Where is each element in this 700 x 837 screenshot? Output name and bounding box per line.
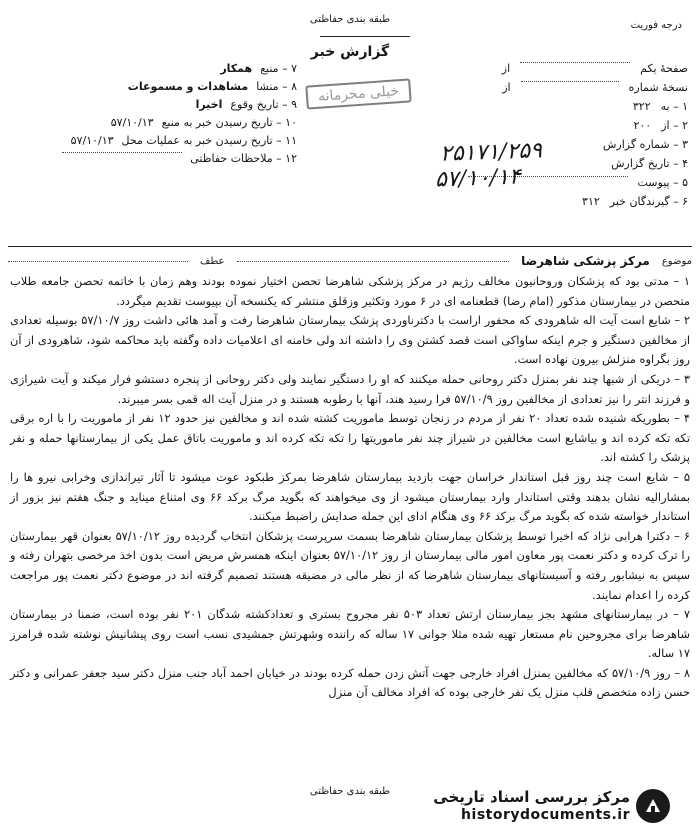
field-mid: از (502, 81, 511, 94)
paragraph-4: ۴ – بطوریکه شنیده شده تعداد ۲۰ نفر از مردم در زنجان توسط ماموریت کشته شده اند و مخالفین نیز حدود ۱۲ نفر از ماموریت را با اره برقی تکه تکه کرده اند و بیاشایع است مخالفین در شیراز چند نفر ماموریتها را تکه تکه کرده اند و ماموریت باتاق عمل یکی از بیمارستانها حمله و نفر پزشک را کشته اند. (10, 411, 690, 465)
logo-english: historydocuments.ir (461, 807, 630, 823)
field-label: ۵ – پیوست (637, 176, 688, 189)
field-dots (521, 81, 619, 82)
field-label: ۹ – تاریخ وقوع (230, 98, 297, 111)
field-label: ۲ – از (661, 119, 688, 132)
header-divider (8, 246, 692, 247)
subject-dots (237, 261, 510, 262)
field-occurrence-date (12, 98, 297, 116)
field-value: ۵۷/۱۰/۱۳ (110, 116, 154, 129)
logo-persian: مرکز بررسی اسناد تاریخی (433, 788, 630, 806)
field-value: ۳۲۲ (632, 100, 651, 113)
field-page (308, 62, 688, 81)
field-label: ۱۲ – ملاحظات حفاظتی (190, 152, 297, 165)
field-origin (12, 80, 297, 98)
subject-value: مرکز پزشکی شاهرضا (521, 254, 650, 268)
title-rule (320, 36, 410, 37)
field-label: ۷ – منبع (260, 62, 297, 75)
field-source (12, 62, 297, 80)
report-date-handwritten: ۵۷/۱۰/۱۴ (434, 164, 522, 193)
paragraph-5: ۵ – شایع است چند روز قبل استاندار خراسان جهت بازدید بیمارستان شاهرضا بمرکز طبکود عوت میشود تا آثار تیراندازی وخرابی نیرو ها را بمشارالیه نشان بدهند وقتی استاندار وارد بیمارستان میشود از وی میخواهند که بگوید مرگ برکد ۶۶ وی امتناع میناید و جنگ هفتم نیز بزور از استاندار خواسته شده که بگوید مرگ برکد ۶۶ وی هنگام ادای این جمله صدایش راضبط میکنند. (10, 469, 690, 524)
field-received-ops (12, 134, 297, 152)
paragraph-8: ۸ – روز ۵۷/۱۰/۹ که مخالفین بمنزل افراد خارجی جهت آتش زدن حمله کرده بودند در خیابان احمد آباد جنب منزل دکتر سید جعفر عمرانی و دکتر حسن زاده متخصص قلب منزل یک نفر خارجی بوده که افراد مخالف آن منزل (10, 665, 691, 700)
field-label: ۴ – تاریخ گزارش (611, 157, 688, 170)
confidential-stamp: خیلی محرمانه (305, 78, 411, 109)
urgency-label: درجه فوریت (630, 20, 682, 31)
reference-dots (8, 261, 188, 262)
field-value: همکار (220, 62, 253, 75)
logo-text (433, 788, 630, 824)
field-label: صفحهٔ یکم (640, 62, 688, 75)
paragraph-3: ۳ – دریکی از شبها چند نفر بمنزل دکتر روحانی حمله میکنند که او را دستگیر نمایند ولی دکتر روحانی از پنجره دستشو فرار میکند و آیت شیرازی و فرزند انتر را نیز تعدادی از مخالفین روز ۵۷/۱۰/۹ فرا رسید هند، آنها با رطوبه هستند و در منزل آیت اله قمی بسر میبرند. (10, 371, 690, 406)
subject-line (8, 252, 692, 270)
left-fields (12, 62, 297, 170)
field-label: نسخهٔ شماره (628, 81, 688, 94)
field-value: ۲۰۰ (633, 119, 652, 132)
archive-logo (410, 784, 670, 828)
field-label: ۸ – منشا (256, 80, 297, 93)
reference-label: عطف (200, 255, 225, 267)
field-label: ۱۱ – تاریخ رسیدن خبر به عملیات محل (121, 134, 297, 147)
field-label: ۳ – شماره گزارش (602, 138, 688, 151)
paragraph-2: ۲ – شایع است آیت اله شاهرودی که محفور اراست با دکترناوردی پزشک بیمارستان شاهرضا رفت و آمد هائی داشت روز ۵۷/۱۰/۷ بوسیله تعدادی از مخالفین دستگیر و جرم اینکه ساواکی است قصد کشتن وی را داشته اند ولی خامنه ای اعلامیات داده وگفته باید محاکمه شود، شاهرودی از آن روز بگراوه منزلش بیرون نهاده است. (10, 313, 691, 367)
field-from (308, 119, 688, 138)
archive-emblem-icon (636, 789, 670, 823)
field-recipients (308, 195, 688, 214)
report-body (10, 272, 690, 703)
classification-bottom: طبقه بندی حفاظتی (309, 786, 391, 797)
field-security-notes (12, 152, 297, 170)
field-value: اخیرا (195, 98, 223, 111)
field-value: ۳۱۲ (582, 195, 600, 208)
paragraph-6: ۶ – دکترا هرابی نژاد که اخیرا توسط پزشکان بیمارستان شاهرضا بسمت سرپرست پزشکان انتخاب گردیده روز ۵۷/۱۰/۱۲ بعنوان قهر بیمارستان را ترک کرده و دکتر نعمت پور معاون امور مالی بیمارستان از روز ۵۷/۱۰/۱۲ بعنوان اینکه همسرش مریض است بدون اخذ مرخصی بتهران رفته و سپس به نیشابور رفته و آسیستانهای بیمارستان شاهرضا که از نظر مالی در مضیقه هستند تصمیم گرفته اند در موضوع دکتر نعمت پور مراجعت کرده را اعدام نمایند. (10, 528, 690, 602)
form-title: گزارش خبر (310, 44, 390, 60)
field-value: مشاهدات و مسموعات (127, 80, 249, 93)
report-number-handwritten: ۲۵۱۷۱/۲۵۹ (439, 138, 543, 167)
paragraph-7: ۷ – در بیمارستانهای مشهد بجز بیمارستان ارتش تعداد ۵۰۳ نفر مجروح بستری و تعدادکشته شدگان ۲۰۱ نفر بوده است، ضمنا در بیمارستان شاهرضا برای مجروحین نام مستعار تهیه شده مثلا جوانی ۱۷ ساله که راننده وشهرتش جمشیدی نسب است روی پیشانیش نوشته شده فرامرز ۱۷ ساله. (10, 607, 690, 661)
paragraph-1: ۱ – مدتی بود که پزشکان وروحانیون مخالف رژیم در مرکز پزشکی شاهرضا تحصن اختیار نموده بودند وهم زمان با خاتمه تحصن جامعه طلاب متحصن در بیمارستان مذکور (امام رضا) قطعنامه ای در ۶ مورد وتکثیر وزقلق منتشر که یکنسخه آن بپیوست تقدیم میگردد. (10, 274, 690, 308)
field-dots (62, 152, 182, 153)
subject-label: موضوع (661, 255, 692, 267)
field-received-source (12, 116, 297, 134)
field-label: ۱ – به (660, 100, 688, 113)
field-mid: از (501, 62, 511, 75)
field-label: ۶ – گیرندگان خبر (609, 195, 688, 208)
field-dots (520, 62, 630, 63)
classification-top: طبقه بندی حفاظتی (309, 14, 391, 25)
field-value: ۵۷/۱۰/۱۳ (70, 134, 114, 147)
field-label: ۱۰ – تاریخ رسیدن خبر به منبع (161, 116, 297, 129)
